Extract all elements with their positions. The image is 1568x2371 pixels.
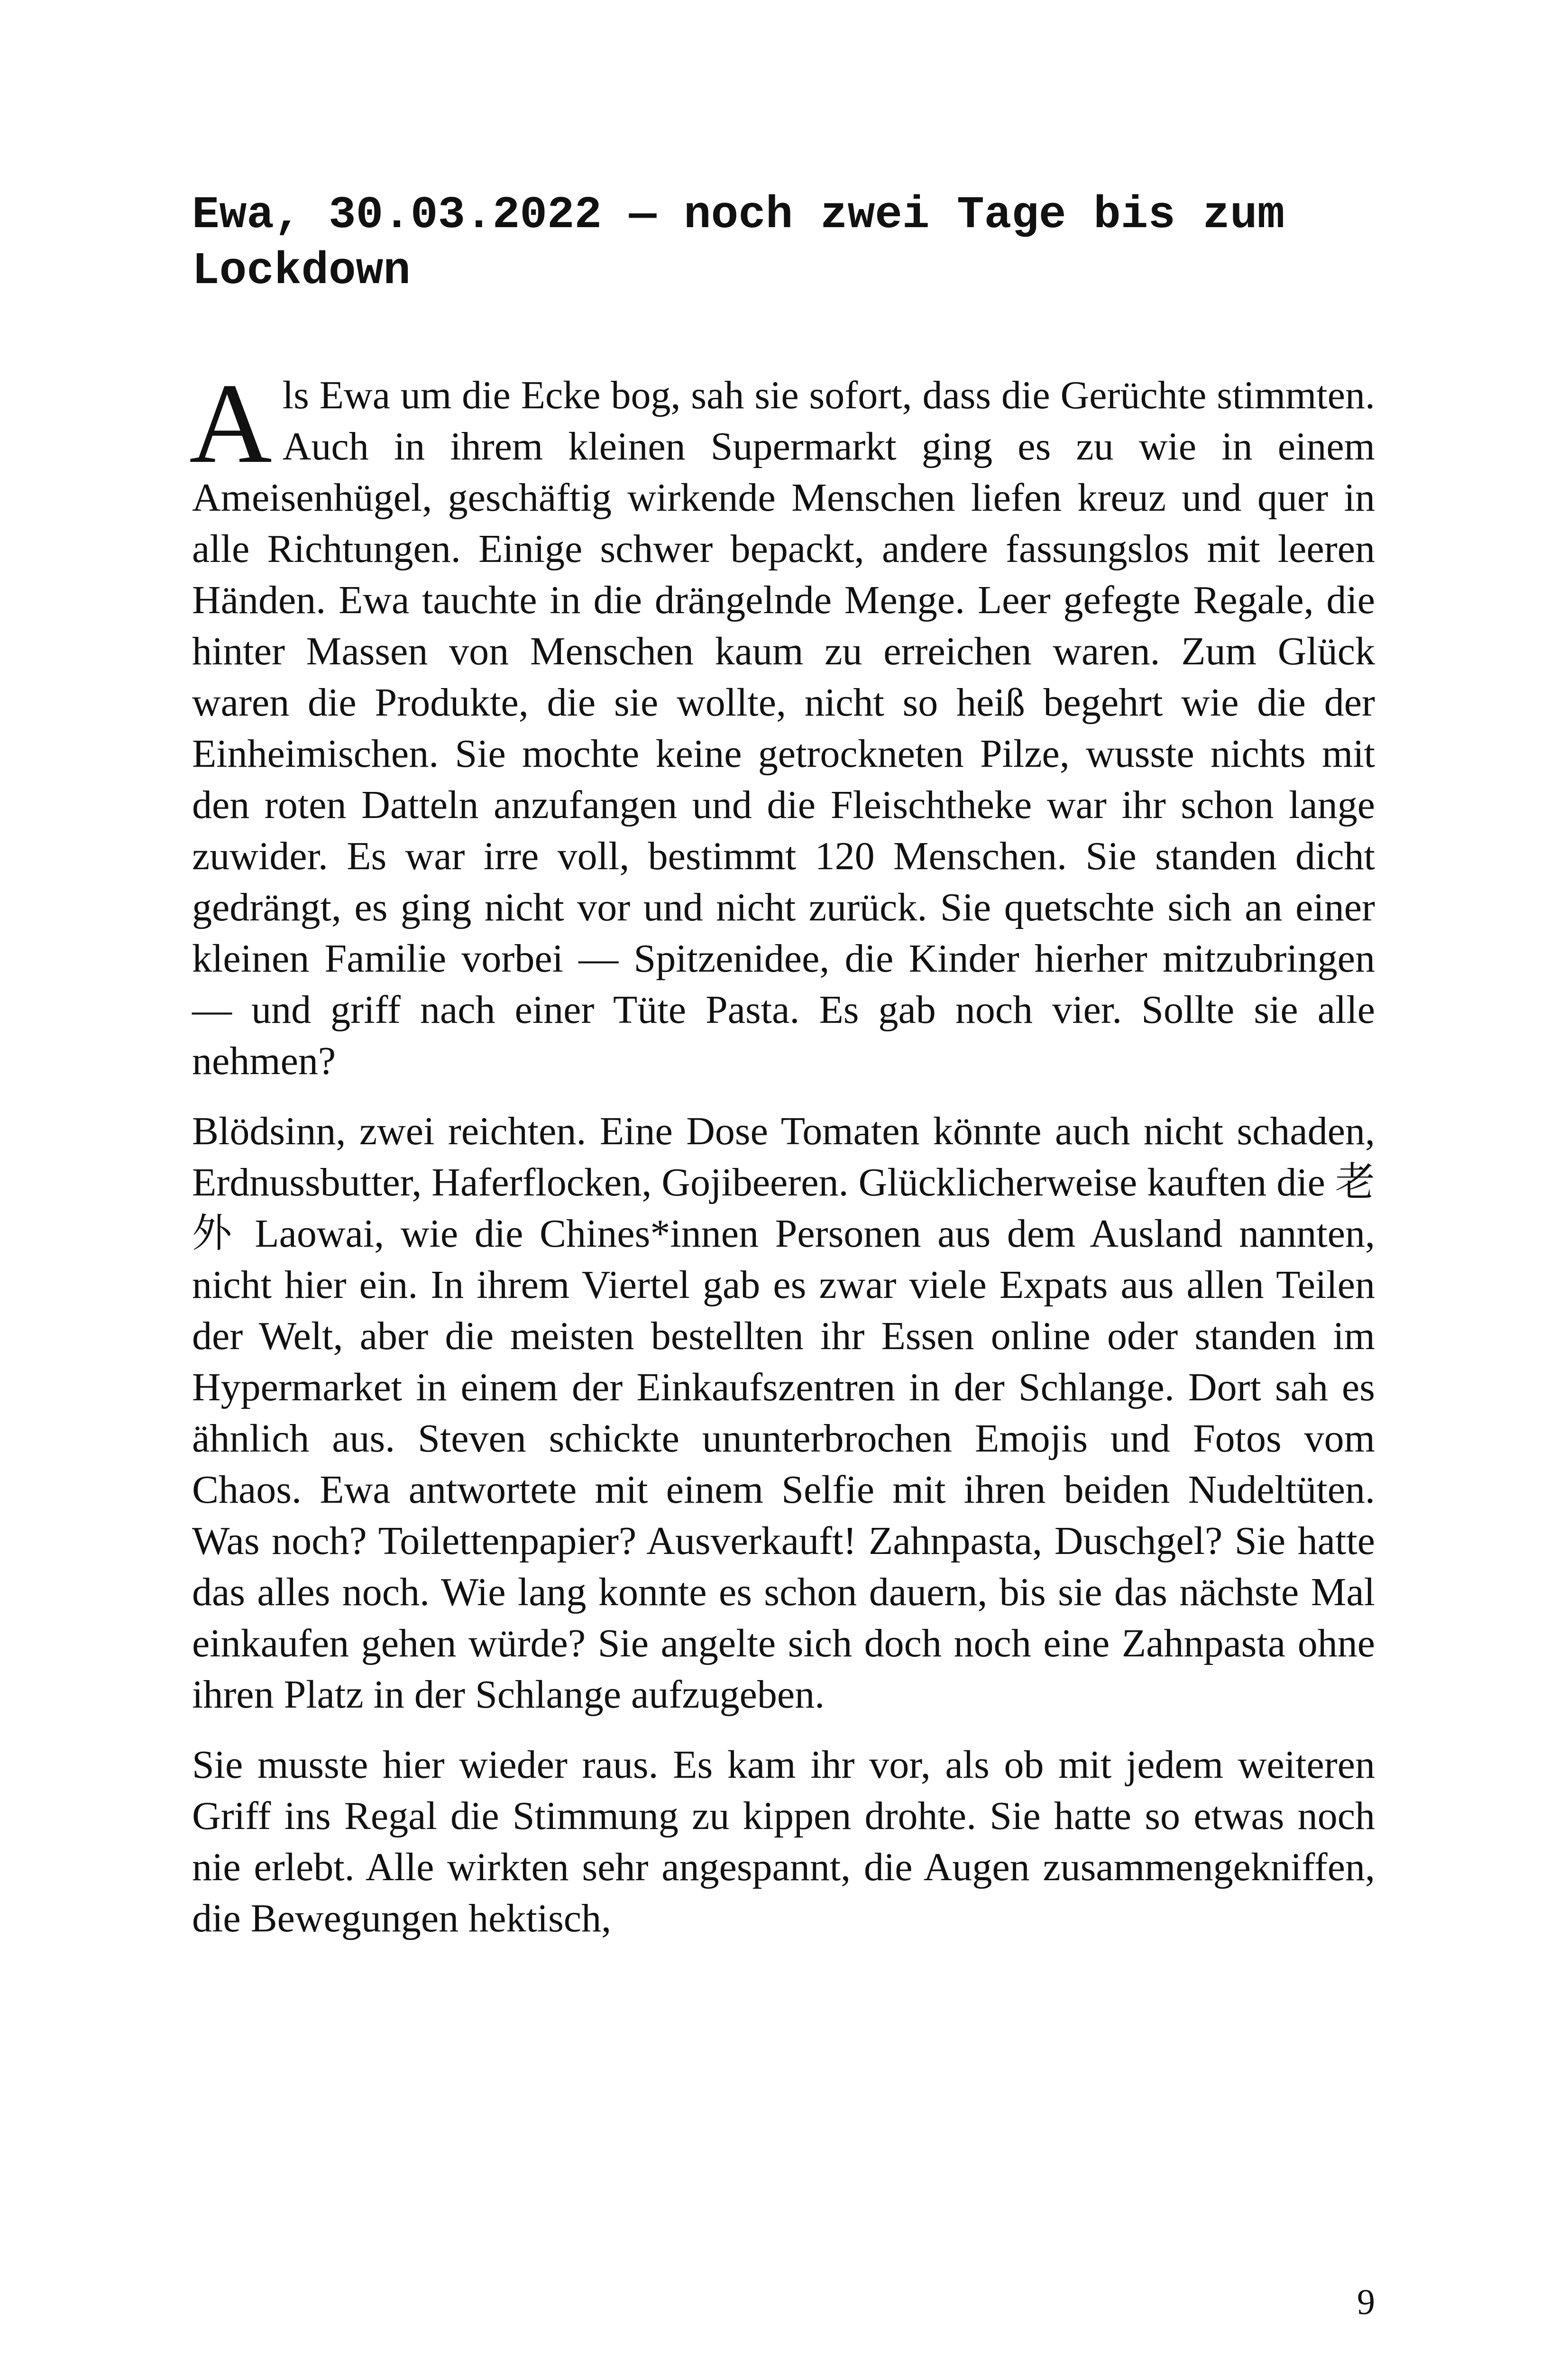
body-text [189, 360, 1375, 1963]
paragraph-2: Blödsinn, zwei reichten. Eine Dose Tomaten könnte auch nicht schaden, Erdnussbutter, Haferflocken, Gojibeeren. Glücklicherweise kauften die 老外 Laowai, wie die Chines*innen Personen aus dem Ausland nannten, nicht hier ein. In ihrem Viertel gab es zwar viele Expats aus allen Teilen der Welt, aber die meisten bestellten ihr Essen online oder standen im Hypermarket in einem der Einkaufszentren in der Schlange. Dort sah es ähnlich aus. Steven schickte ununterbrochen Emojis und Fotos vom Chaos. Ewa antwortete mit einem Selfie mit ihren beiden Nudeltüten. Was noch? Toilettenpapier? Ausverkauft! Zahnpasta, Duschgel? Sie hatte das alles noch. Wie lang konnte es schon dauern, bis sie das nächste Mal einkaufen gehen würde? Sie angelte sich doch noch eine Zahnpasta ohne ihren Platz in der Schlange aufzugeben. [192, 1109, 1375, 1717]
chapter-heading: Ewa, 30.03.2022 — noch zwei Tage bis zum Lockdown [192, 189, 1285, 297]
page-number: 9 [1357, 2282, 1375, 2322]
paragraph-1 [189, 360, 1375, 1087]
paragraph-1-text: ls Ewa um die Ecke bog, sah sie sofort, dass die Gerüchte stimmten. Auch in ihrem kleinen Supermarkt ging es zu wie in einem Ameisenhügel, geschäftig wirkende Menschen liefen kreuz und quer in alle Richtungen. Einige schwer bepackt, andere fassungslos mit leeren Händen. Ewa tauchte in die drängelnde Menge. Leer gefegte Regale, die hinter Massen von Menschen kaum zu erreichen waren. Zum Glück waren die Produkte, die sie wollte, nicht so heiß begehrt wie die der Einheimischen. Sie mochte keine getrockneten Pilze, wusste nichts mit den roten Datteln anzufangen und die Fleischtheke war ihr schon lange zuwider. Es war irre voll, bestimmt 120 Menschen. Sie standen dicht gedrängt, es ging nicht vor und nicht zurück. Sie quetschte sich an einer kleinen Familie vorbei — Spitzenidee, die Kinder hierher mitzubringen — und griff nach einer Tüte Pasta. Es gab noch vier. Sollte sie alle nehmen? [192, 373, 1375, 1083]
drop-cap: A [189, 360, 272, 487]
paragraph-3: Sie musste hier wieder raus. Es kam ihr vor, als ob mit jedem weiteren Griff ins Regal die Stimmung zu kippen drohte. Sie hatte so etwas noch nie erlebt. Alle wirkten sehr angespannt, die Augen zusammengekniffen, die Bewegungen hektisch, [192, 1743, 1375, 1940]
book-page [189, 0, 1375, 2371]
